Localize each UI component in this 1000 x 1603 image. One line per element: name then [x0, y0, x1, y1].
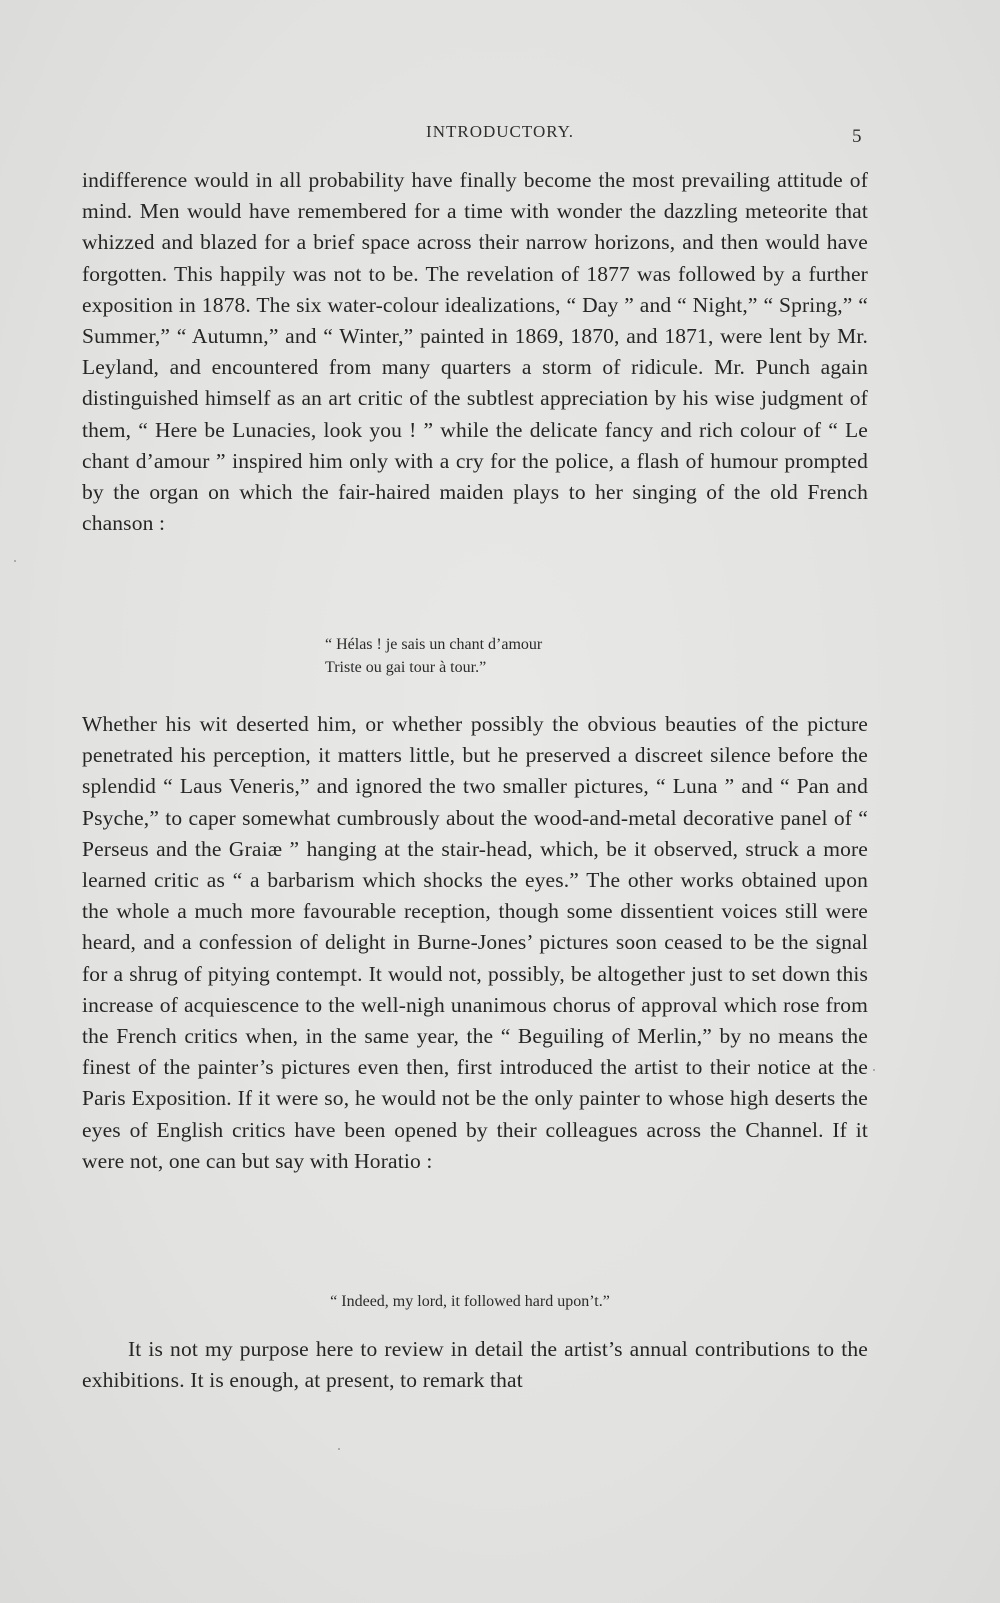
- paragraph-3: It is not my purpose here to review in detail the artist’s annual contributions to the exhibitions. It is enough, at present, to remark that: [82, 1337, 868, 1393]
- paper-speck: [14, 560, 16, 562]
- verse-quotation: [325, 633, 542, 679]
- body-text-block-1: [82, 165, 868, 539]
- horatio-quotation: “ Indeed, my lord, it followed hard upon’t.”: [330, 1293, 610, 1310]
- verse-line-2: Triste ou gai tour à tour.”: [325, 659, 487, 676]
- paper-speck: [873, 1069, 875, 1071]
- body-text-block-2: [82, 709, 868, 1177]
- running-header: [0, 122, 1000, 146]
- paper-speck: [338, 1448, 340, 1450]
- page-number: 5: [852, 126, 862, 147]
- paragraph-1: indifference would in all probability have finally become the most prevailing attitude of mind. Men would have remembered for a time with wonder the dazzling meteorite that whizzed and blazed for a brief space across their narrow horizons, and then would have forgotten. This happily was not to be. The revelation of 1877 was followed by a further exposition in 1878. The six water-colour idealizations, “ Day ” and “ Night,” “ Spring,” “ Summer,” “ Autumn,” and “ Winter,” painted in 1869, 1870, and 1871, were lent by Mr. Leyland, and encountered from many quarters a storm of ridicule. Mr. Punch again distinguished himself as an art critic of the subtlest appreciation by his wise judgment of them, “ Here be Lunacies, look you ! ” while the delicate fancy and rich colour of “ Le chant d’amour ” inspired him only with a cry for the police, a flash of humour prompted by the organ on which the fair-haired maiden plays to her singing of the old French chanson :: [82, 168, 868, 536]
- paragraph-2: Whether his wit deserted him, or whether possibly the obvious beauties of the picture penetrated his perception, it matters little, but he preserved a discreet silence before the splendid “ Laus Veneris,” and ignored the two smaller pictures, “ Luna ” and “ Pan and Psyche,” to caper somewhat cumbrously about the wood-and-metal decorative panel of “ Perseus and the Graiæ ” hanging at the stair-head, which, be it observed, struck a more learned critic as “ a barbarism which shocks the eyes.” The other works obtained upon the whole a much more favourable reception, though some dissentient voices still were heard, and a confession of delight in Burne-Jones’ pictures soon ceased to be the signal for a shrug of pitying contempt. It would not, possibly, be altogether just to set down this increase of acquiescence to the well-nigh unanimous chorus of approval which rose from the French critics when, in the same year, the “ Beguiling of Merlin,” by no means the finest of the painter’s pictures even then, first introduced the artist to their notice at the Paris Exposition. If it were so, he would not be the only painter to whose high deserts the eyes of English critics have been opened by their colleagues across the Channel. If it were not, one can but say with Horatio :: [82, 712, 868, 1173]
- verse-line-1: “ Hélas ! je sais un chant d’amour: [325, 636, 543, 653]
- running-title: INTRODUCTORY.: [426, 122, 574, 141]
- body-text-block-3: [82, 1334, 868, 1396]
